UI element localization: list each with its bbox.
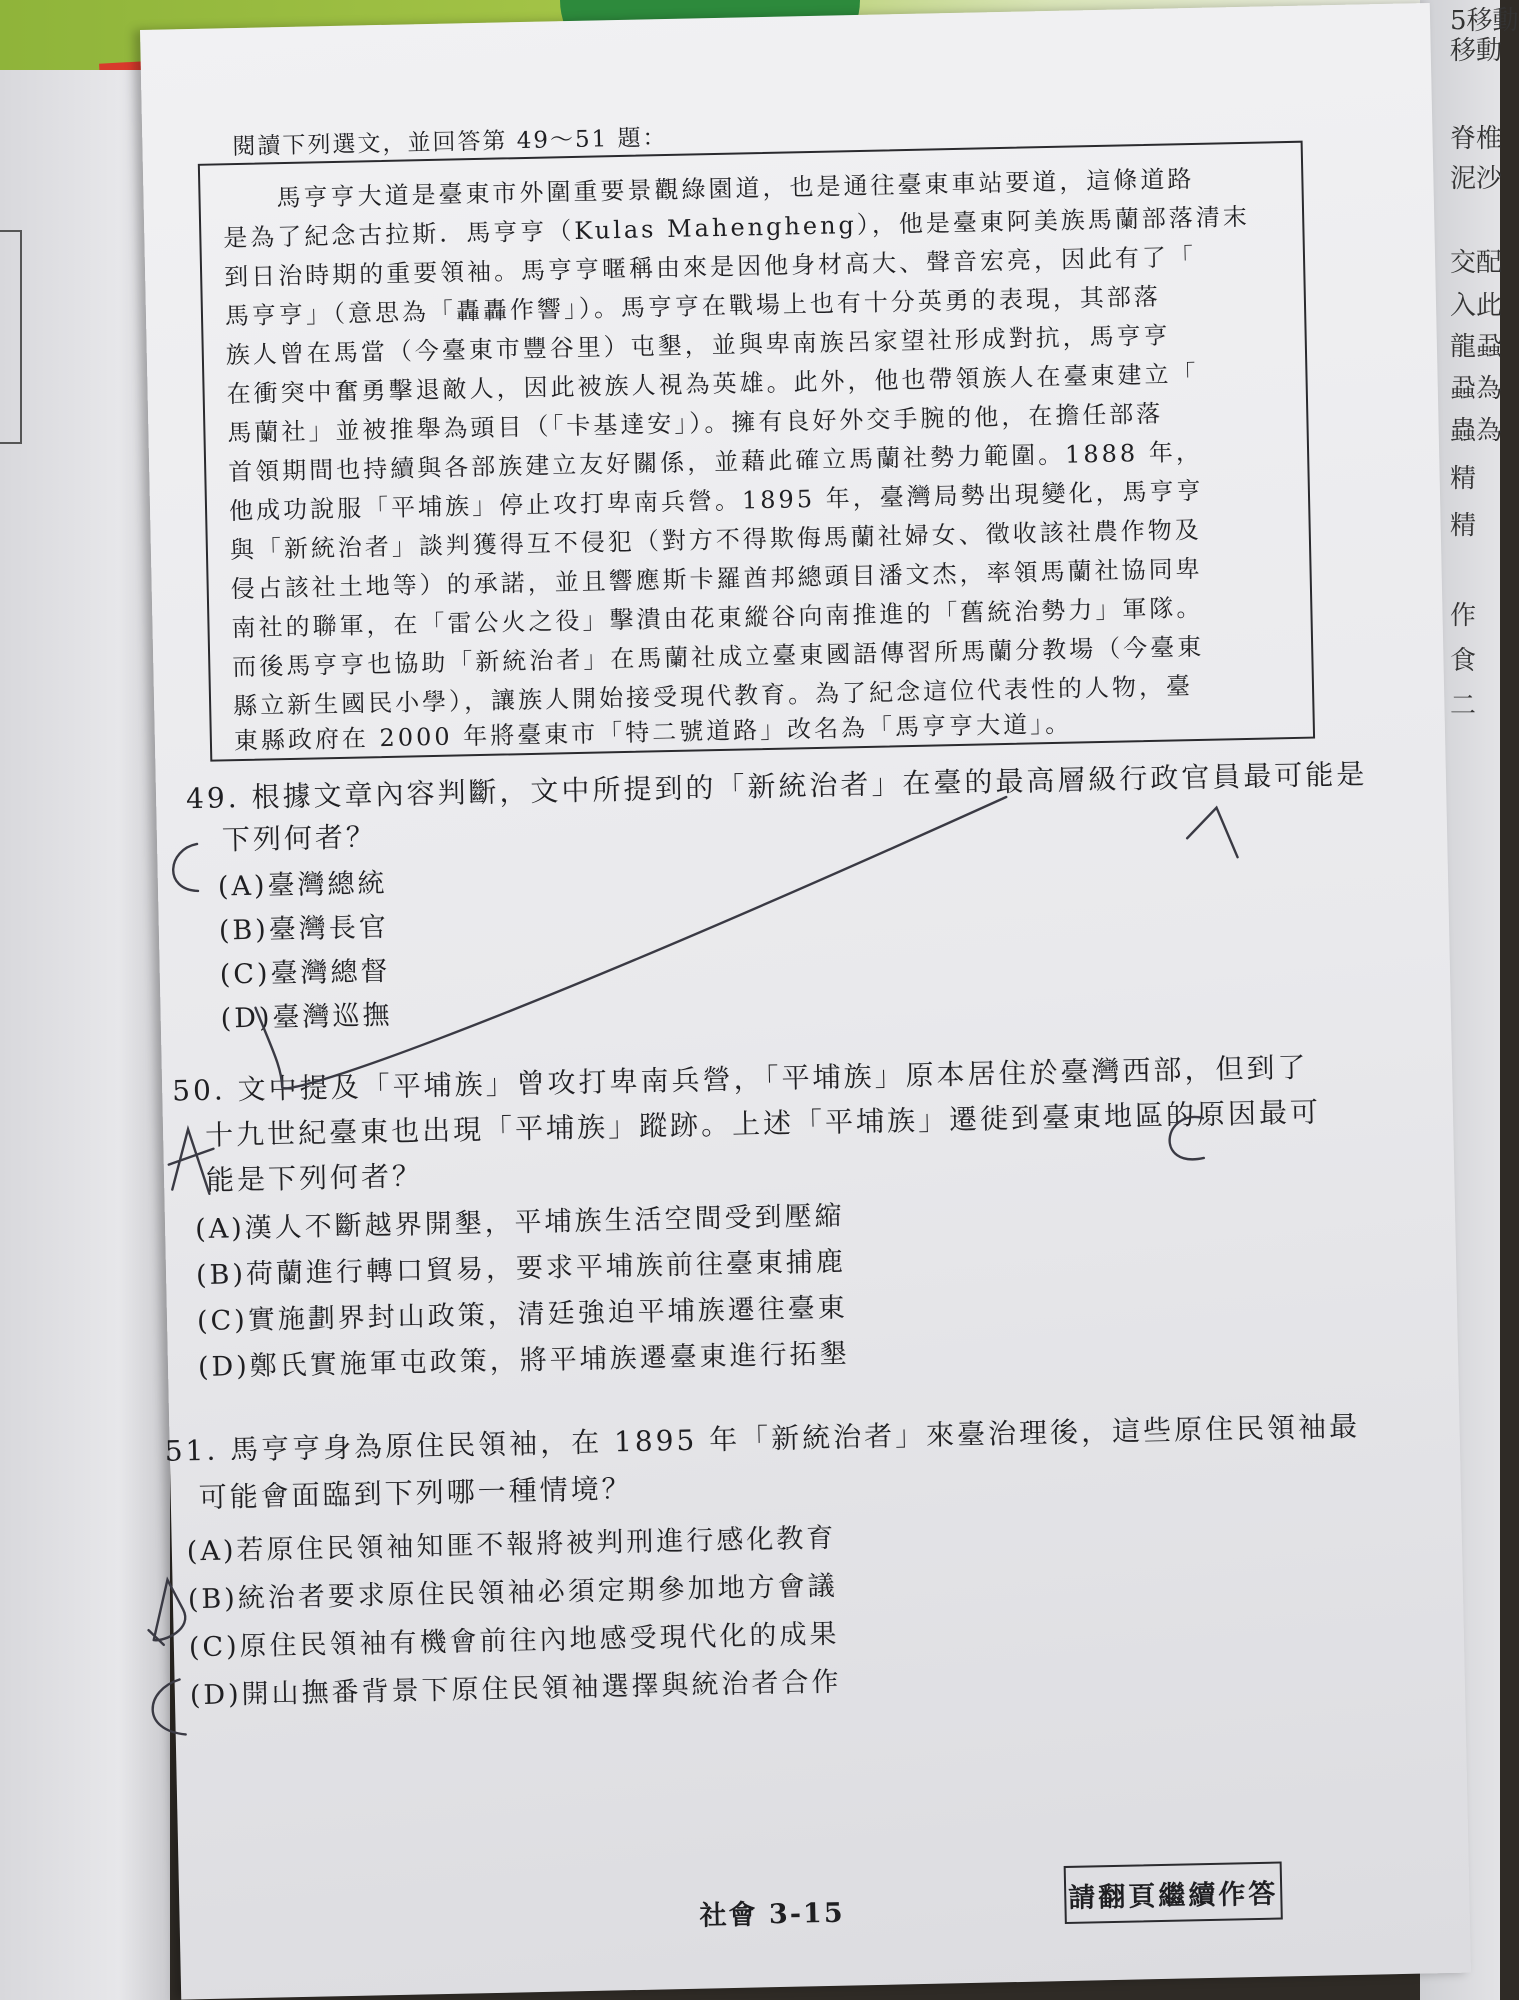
- right-page-fragment: 5移動: [1450, 6, 1519, 36]
- question-text: 下列何者？: [221, 820, 378, 857]
- question-51-stem: [164, 1405, 1360, 1470]
- question-text: 根據文章內容判斷，文中所提到的「新統治者」在臺的最高層級行政官員最可能是: [251, 757, 1368, 814]
- reading-instruction: 閱讀下列選文，並回答第 49～51 題：: [232, 124, 668, 161]
- passage-line: 在衝突中奮勇擊退敵人，因此被族人視為英雄。此外，他也帶領族人在臺東建立「: [226, 359, 1199, 409]
- question-text: 能是下列何者？: [205, 1159, 424, 1197]
- question-number: 51.: [164, 1433, 219, 1468]
- question-text: 十九世紀臺東也出現「平埔族」蹤跡。上述「平埔族」遷徙到臺東地區的原因最可: [204, 1095, 1322, 1152]
- passage-line: 首領期間也持續與各部族建立友好關係，並藉此確立馬蘭社勢力範圍。1888 年，: [227, 437, 1204, 487]
- right-page-fragment: 龍蝨: [1450, 332, 1503, 362]
- reading-passage-box: [198, 141, 1315, 762]
- right-page-fragment: 脊椎: [1450, 124, 1503, 154]
- passage-line: 東縣政府在 2000 年將臺東市「特二號道路」改名為「馬亨亨大道」。: [233, 709, 1073, 756]
- passage-line: 是為了紀念古拉斯．馬亨亨（Kulas Mahengheng），他是臺東阿美族馬蘭部落清末: [223, 202, 1251, 253]
- question-text: 可能會面臨到下列哪一種情境？: [198, 1472, 634, 1515]
- question-50-option-b: (B)荷蘭進行轉口貿易，要求平埔族前往臺東捕鹿: [195, 1246, 847, 1292]
- answer-mark-49: [173, 844, 198, 892]
- right-page-fragment: 移動: [1450, 36, 1503, 66]
- left-page-edge: [0, 70, 170, 2000]
- question-51-option-a: (A)若原住民領袖知匪不報將被判刑進行感化教育: [186, 1522, 837, 1568]
- question-49-stem: [186, 752, 1368, 817]
- question-50-option-c: (C)實施劃界封山政策，清廷強迫平埔族遷往臺東: [196, 1292, 848, 1338]
- right-page-fragment: 泥沙: [1450, 164, 1503, 194]
- right-page-fragment: 交配: [1450, 248, 1503, 278]
- question-49-option-a: (A)臺灣總統: [217, 868, 388, 903]
- right-page-fragment: 入此: [1450, 291, 1503, 321]
- question-number: 49.: [185, 781, 240, 816]
- right-page-fragment: 二: [1450, 691, 1477, 721]
- question-51-option-d: (D)開山撫番背景下原住民領袖選擇與統治者合作: [189, 1666, 842, 1712]
- passage-line: 族人曾在馬當（今臺東市豐谷里）屯墾，並與卑南族呂家望社形成對抗，馬亨亨: [225, 321, 1171, 370]
- passage-line: 他成功說服「平埔族」停止攻打卑南兵營。1895 年，臺灣局勢出現變化，馬亨亨: [228, 476, 1204, 526]
- left-page-box-fragment: [0, 230, 22, 444]
- passage-line: 侵占該社土地等）的承諾，並且響應斯卡羅酋邦總頭目潘文杰，率領馬蘭社協同卑: [230, 554, 1203, 604]
- page-number: 社會 3-15: [699, 1897, 845, 1932]
- continue-notice: 請翻頁繼續作答: [1064, 1861, 1283, 1924]
- question-50-option-a: (A)漢人不斷越界開墾，平埔族生活空間受到壓縮: [194, 1200, 845, 1246]
- right-page-fragment: 食: [1450, 646, 1477, 676]
- passage-line: 馬亨亨」（意思為「轟轟作響」）。馬亨亨在戰場上也有十分英勇的表現，其部落: [224, 282, 1162, 331]
- question-number: 50.: [171, 1073, 227, 1108]
- passage-line: 馬亨亨大道是臺東市外圍重要景觀綠園道，也是通往臺東車站要道，這條道路: [222, 164, 1195, 214]
- right-page-fragment: 蟲為: [1450, 416, 1503, 446]
- question-49-option-c: (C)臺灣總督: [219, 955, 391, 991]
- question-51-option-c: (C)原住民領袖有機會前往內地感受現代化的成果: [188, 1618, 840, 1664]
- passage-line: 到日治時期的重要領袖。馬亨亨暱稱由來是因他身材高大、聲音宏亮，因此有了「: [223, 242, 1197, 292]
- passage-line: 而後馬亨亨也協助「新統治者」在馬蘭社成立臺東國語傳習所馬蘭分教場（今臺東: [232, 632, 1205, 682]
- question-50-option-d: (D)鄭氏實施軍屯政策，將平埔族遷臺東進行拓墾: [197, 1338, 850, 1384]
- question-49-option-d: (D)臺灣巡撫: [220, 999, 393, 1035]
- question-51-option-b: (B)統治者要求原住民領袖必須定期參加地方會議: [187, 1570, 838, 1616]
- question-text: 馬亨亨身為原住民領袖，在 1895 年「新統治者」來臺治理後，這些原住民領袖最: [229, 1409, 1361, 1467]
- right-page-fragment: 蝨為: [1450, 374, 1503, 404]
- question-49-option-b: (B)臺灣長官: [218, 911, 390, 947]
- passage-line: 馬蘭社」並被推舉為頭目（「卡基達安」）。擁有良好外交手腕的他，在擔任部落: [227, 399, 1164, 448]
- question-text: 文中提及「平埔族」曾攻打卑南兵營，「平埔族」原本居住於臺灣西部，但到了: [237, 1050, 1309, 1107]
- exam-page: [140, 3, 1471, 2000]
- right-page-fragment: 精: [1450, 464, 1477, 494]
- right-page-fragment: 作: [1450, 601, 1477, 631]
- passage-line: 與「新統治者」談判獲得互不侵犯（對方不得欺侮馬蘭社婦女、徵收該社農作物及: [229, 515, 1202, 565]
- right-page-fragment: 精: [1450, 511, 1477, 541]
- passage-line: 南社的聯軍，在「雷公火之役」擊潰由花東縱谷向南推進的「舊統治勢力」軍隊。: [231, 593, 1204, 643]
- passage-line: 縣立新生國民小學），讓族人開始接受現代教育。為了紀念這位代表性的人物，臺: [232, 672, 1194, 721]
